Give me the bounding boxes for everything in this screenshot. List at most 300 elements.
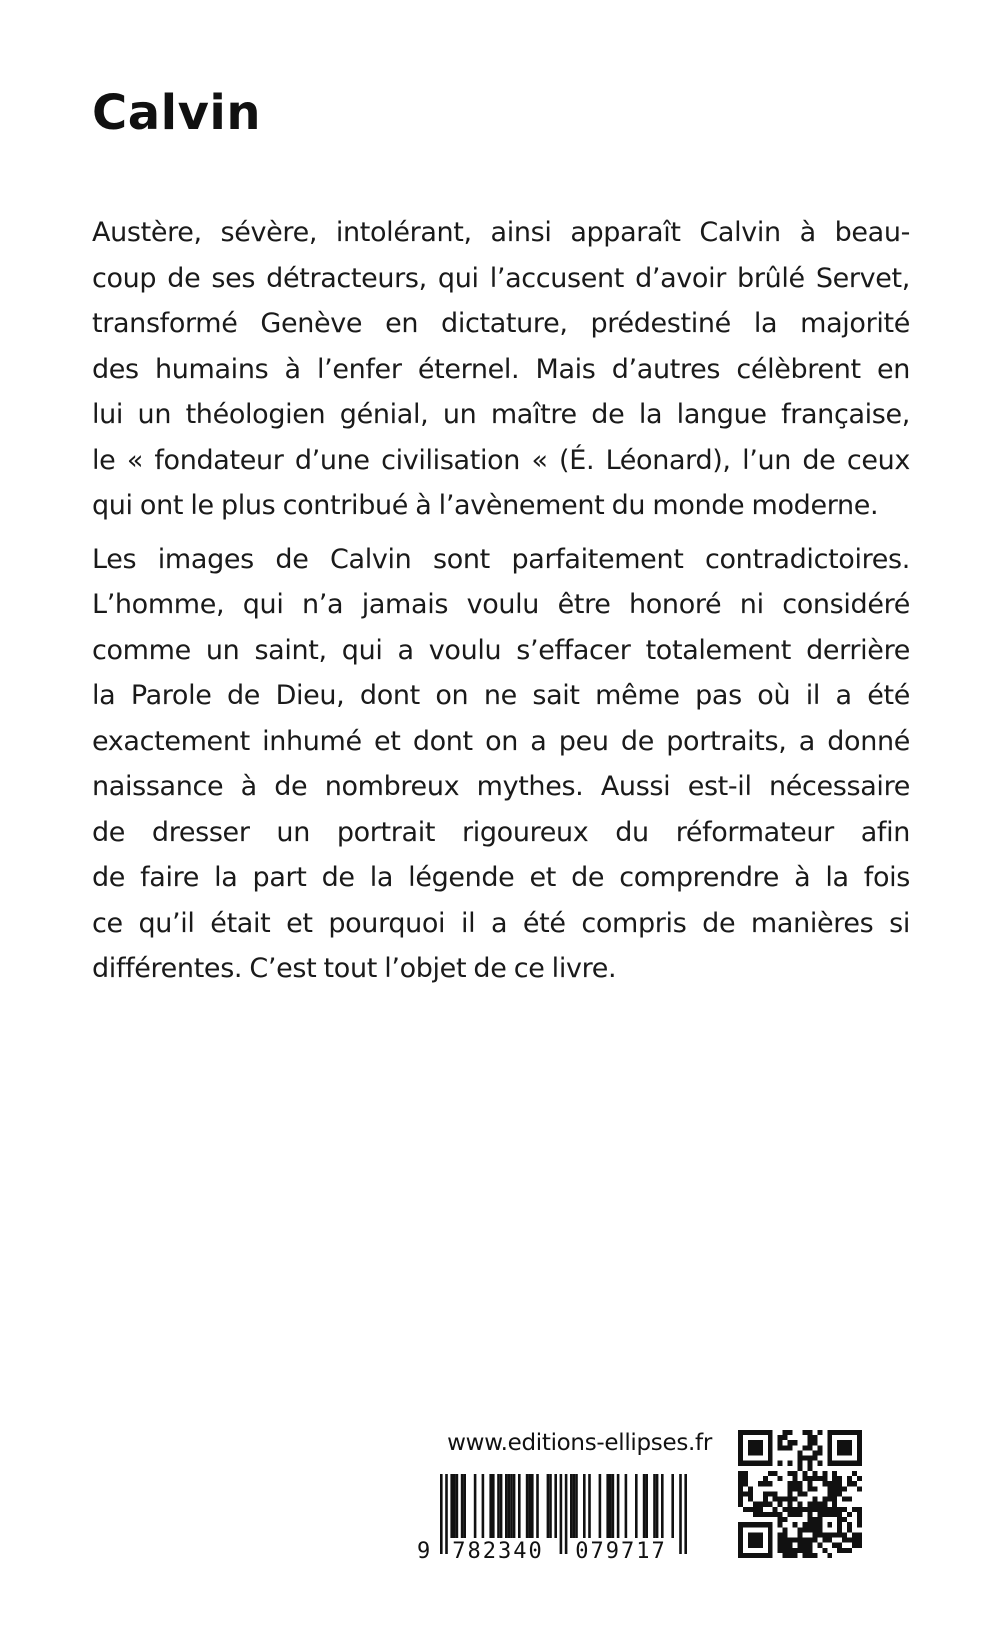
qr-module <box>842 1548 847 1553</box>
qr-module <box>822 1502 827 1507</box>
qr-module <box>748 1507 753 1512</box>
qr-module <box>783 1553 788 1558</box>
qr-module <box>807 1512 812 1517</box>
qr-module <box>768 1522 773 1527</box>
qr-module <box>837 1517 842 1522</box>
qr-module <box>827 1512 832 1517</box>
qr-module <box>788 1440 793 1445</box>
qr-module <box>817 1450 822 1455</box>
qr-module <box>793 1440 798 1445</box>
qr-module <box>817 1527 822 1532</box>
qr-module <box>798 1456 803 1461</box>
qr-module <box>857 1435 862 1440</box>
qr-module <box>763 1522 768 1527</box>
qr-module <box>748 1543 753 1548</box>
qr-module <box>748 1486 753 1491</box>
qr-module <box>832 1502 837 1507</box>
qr-module <box>773 1491 778 1496</box>
qr-module <box>753 1507 758 1512</box>
qr-module <box>807 1435 812 1440</box>
qr-module <box>778 1445 783 1450</box>
qr-module <box>753 1430 758 1435</box>
qr-module <box>807 1445 812 1450</box>
qr-module <box>738 1471 743 1476</box>
qr-module <box>812 1440 817 1445</box>
qr-module <box>817 1522 822 1527</box>
qr-module <box>738 1543 743 1548</box>
book-title: Calvin <box>92 85 261 141</box>
qr-module <box>807 1430 812 1435</box>
qr-module <box>837 1527 842 1532</box>
qr-module <box>763 1502 768 1507</box>
qr-module <box>847 1497 852 1502</box>
qr-module <box>847 1476 852 1481</box>
qr-module <box>807 1527 812 1532</box>
qr-module <box>783 1538 788 1543</box>
qr-module <box>788 1497 793 1502</box>
qr-module <box>763 1512 768 1517</box>
qr-module <box>768 1543 773 1548</box>
qr-module <box>773 1507 778 1512</box>
isbn-barcode <box>418 1474 712 1560</box>
qr-module <box>778 1517 783 1522</box>
qr-module <box>832 1486 837 1491</box>
barcode-bar <box>508 1474 511 1538</box>
qr-module <box>837 1481 842 1486</box>
qr-code-modules <box>738 1430 862 1558</box>
qr-module <box>798 1532 803 1537</box>
qr-module <box>768 1527 773 1532</box>
qr-module <box>783 1527 788 1532</box>
qr-module <box>768 1481 773 1486</box>
qr-module <box>842 1517 847 1522</box>
qr-module <box>857 1430 862 1435</box>
qr-module <box>753 1532 758 1537</box>
qr-module <box>778 1461 783 1466</box>
qr-module <box>763 1430 768 1435</box>
qr-module <box>793 1538 798 1543</box>
qr-module <box>812 1527 817 1532</box>
barcode-bar <box>612 1474 615 1538</box>
qr-module <box>768 1461 773 1466</box>
qr-module <box>802 1553 807 1558</box>
qr-module <box>738 1450 743 1455</box>
qr-module <box>807 1502 812 1507</box>
qr-module <box>738 1522 743 1527</box>
qr-module <box>758 1445 763 1450</box>
qr-module <box>788 1502 793 1507</box>
barcode-bar <box>645 1474 648 1538</box>
qr-module <box>753 1543 758 1548</box>
barcode-bar <box>661 1474 664 1538</box>
barcode-bar <box>531 1474 534 1538</box>
qr-module <box>768 1553 773 1558</box>
qr-module <box>847 1522 852 1527</box>
qr-module <box>802 1471 807 1476</box>
qr-module <box>827 1491 832 1496</box>
qr-module <box>763 1481 768 1486</box>
qr-module <box>748 1522 753 1527</box>
qr-module <box>827 1497 832 1502</box>
qr-module <box>738 1553 743 1558</box>
qr-module <box>783 1548 788 1553</box>
barcode-bar <box>583 1474 586 1538</box>
qr-module <box>783 1435 788 1440</box>
qr-module <box>857 1522 862 1527</box>
qr-module <box>802 1445 807 1450</box>
qr-module <box>807 1543 812 1548</box>
qr-module <box>827 1553 832 1558</box>
barcode-bar <box>570 1474 573 1538</box>
qr-module <box>738 1445 743 1450</box>
qr-module <box>802 1548 807 1553</box>
qr-module <box>817 1430 822 1435</box>
qr-module <box>758 1440 763 1445</box>
qr-module <box>768 1430 773 1435</box>
qr-module <box>768 1445 773 1450</box>
qr-module <box>768 1471 773 1476</box>
qr-module <box>788 1548 793 1553</box>
barcode-first-digit: 9 <box>418 1539 431 1560</box>
qr-module <box>807 1486 812 1491</box>
qr-module <box>753 1512 758 1517</box>
barcode-bar <box>528 1474 531 1538</box>
qr-module <box>822 1476 827 1481</box>
qr-module <box>837 1512 842 1517</box>
qr-module <box>807 1517 812 1522</box>
qr-module <box>837 1430 842 1435</box>
qr-code-graphic <box>738 1430 862 1558</box>
qr-module <box>807 1522 812 1527</box>
qr-module <box>793 1522 798 1527</box>
qr-module <box>753 1461 758 1466</box>
qr-module <box>778 1502 783 1507</box>
qr-module <box>837 1486 842 1491</box>
qr-module <box>788 1507 793 1512</box>
qr-module <box>778 1512 783 1517</box>
qr-module <box>748 1497 753 1502</box>
barcode-bar <box>575 1474 578 1538</box>
qr-module <box>837 1461 842 1466</box>
barcode-bar <box>536 1474 539 1538</box>
barcode-bar <box>617 1474 620 1538</box>
qr-module <box>832 1471 837 1476</box>
publisher-website[interactable]: www.editions-ellipses.fr <box>447 1430 712 1456</box>
qr-module <box>743 1430 748 1435</box>
qr-module <box>832 1543 837 1548</box>
qr-module <box>802 1476 807 1481</box>
blurb-line: le « fondateur d’une civilisation « (É. Léonard), l’un de ceux <box>92 444 910 476</box>
qr-module <box>743 1553 748 1558</box>
qr-module <box>812 1497 817 1502</box>
qr-module <box>817 1543 822 1548</box>
qr-module <box>738 1476 743 1481</box>
qr-module <box>738 1527 743 1532</box>
qr-module <box>738 1440 743 1445</box>
blurb-line: des humains à l’enfer éternel. Mais d’autres célèbrent en <box>92 353 910 385</box>
qr-module <box>827 1456 832 1461</box>
qr-module <box>758 1461 763 1466</box>
qr-module <box>753 1440 758 1445</box>
qr-module <box>778 1522 783 1527</box>
barcode-bar <box>500 1474 503 1538</box>
qr-module <box>798 1502 803 1507</box>
qr-module <box>802 1507 807 1512</box>
qr-module <box>847 1512 852 1517</box>
qr-module <box>827 1507 832 1512</box>
barcode-bar <box>456 1474 459 1538</box>
barcode-bar <box>588 1474 591 1538</box>
qr-module <box>783 1543 788 1548</box>
qr-module <box>773 1471 778 1476</box>
barcode-bar <box>453 1474 456 1538</box>
qr-module <box>852 1543 857 1548</box>
blurb-line: Les images de Calvin sont parfaitement contradictoires. <box>92 543 910 575</box>
qr-module <box>798 1481 803 1486</box>
qr-module <box>743 1491 748 1496</box>
book-blurb <box>92 210 910 1000</box>
barcode-bar <box>497 1474 500 1538</box>
qr-module <box>783 1517 788 1522</box>
qr-module <box>827 1450 832 1455</box>
qr-module <box>842 1430 847 1435</box>
barcode-bar <box>635 1474 638 1538</box>
qr-module <box>802 1538 807 1543</box>
qr-module <box>827 1481 832 1486</box>
barcode-bar <box>643 1474 646 1538</box>
qr-module <box>807 1440 812 1445</box>
qr-module <box>738 1435 743 1440</box>
qr-module <box>738 1456 743 1461</box>
qr-module <box>857 1440 862 1445</box>
qr-module <box>812 1553 817 1558</box>
qr-module <box>753 1450 758 1455</box>
barcode-bar <box>461 1474 464 1538</box>
qr-module <box>822 1532 827 1537</box>
barcode-bar <box>518 1474 521 1538</box>
qr-module <box>812 1450 817 1455</box>
qr-module <box>763 1497 768 1502</box>
qr-module <box>842 1486 847 1491</box>
qr-module <box>753 1553 758 1558</box>
qr-module <box>817 1445 822 1450</box>
qr-module <box>847 1445 852 1450</box>
qr-module <box>778 1476 783 1481</box>
qr-module <box>778 1532 783 1537</box>
qr-module <box>837 1450 842 1455</box>
qr-module <box>807 1538 812 1543</box>
barcode-bar <box>474 1474 477 1538</box>
qr-module <box>812 1502 817 1507</box>
qr-module <box>743 1507 748 1512</box>
qr-module <box>748 1491 753 1496</box>
blurb-paragraph-1 <box>92 210 910 529</box>
qr-module <box>798 1491 803 1496</box>
barcode-bar <box>510 1474 513 1538</box>
qr-module <box>812 1456 817 1461</box>
qr-module <box>788 1512 793 1517</box>
qr-module <box>748 1430 753 1435</box>
qr-module <box>807 1548 812 1553</box>
qr-module <box>812 1538 817 1543</box>
barcode-bar <box>625 1474 628 1538</box>
qr-module <box>793 1476 798 1481</box>
qr-module <box>807 1553 812 1558</box>
qr-module <box>847 1440 852 1445</box>
blurb-line: exactement inhumé et dont on a peu de portraits, a donné <box>92 725 910 757</box>
blurb-line: naissance à de nombreux mythes. Aussi est-il nécessaire <box>92 771 910 802</box>
qr-module <box>852 1461 857 1466</box>
qr-module <box>758 1522 763 1527</box>
qr-module <box>827 1532 832 1537</box>
blurb-line: de dresser un portrait rigoureux du réformateur afin <box>92 816 910 848</box>
qr-module <box>753 1445 758 1450</box>
qr-module <box>852 1507 857 1512</box>
qr-module <box>738 1430 743 1435</box>
blurb-line: la Parole de Dieu, dont on ne sait même pas où il a été <box>92 680 910 711</box>
barcode-bar <box>505 1474 508 1538</box>
blurb-line: lui un théologien génial, un maître de la langue française, <box>92 399 910 430</box>
qr-module <box>827 1435 832 1440</box>
qr-module <box>788 1461 793 1466</box>
qr-module <box>802 1527 807 1532</box>
qr-module <box>758 1538 763 1543</box>
blurb-line: L’homme, qui n’a jamais voulu être honoré ni considéré <box>92 589 910 620</box>
qr-module <box>738 1532 743 1537</box>
barcode-bar <box>573 1474 576 1538</box>
qr-module <box>793 1471 798 1476</box>
qr-module <box>748 1538 753 1543</box>
qr-module <box>827 1440 832 1445</box>
barcode-bar <box>489 1474 492 1538</box>
qr-module <box>763 1461 768 1466</box>
qr-module <box>798 1538 803 1543</box>
qr-module <box>758 1502 763 1507</box>
qr-module <box>822 1497 827 1502</box>
qr-module <box>817 1502 822 1507</box>
qr-module <box>847 1527 852 1532</box>
qr-module <box>758 1553 763 1558</box>
qr-module <box>793 1553 798 1558</box>
qr-module <box>783 1445 788 1450</box>
barcode-bar <box>440 1474 443 1554</box>
qr-module <box>817 1461 822 1466</box>
qr-module <box>758 1481 763 1486</box>
qr-module <box>837 1507 842 1512</box>
qr-module <box>827 1430 832 1435</box>
qr-module <box>837 1445 842 1450</box>
qr-module <box>822 1507 827 1512</box>
qr-module <box>738 1548 743 1553</box>
qr-module <box>788 1538 793 1543</box>
qr-module <box>753 1502 758 1507</box>
qr-module <box>768 1512 773 1517</box>
qr-module <box>778 1538 783 1543</box>
barcode-bar <box>445 1474 448 1554</box>
qr-module <box>857 1461 862 1466</box>
qr-module <box>738 1497 743 1502</box>
qr-module <box>798 1507 803 1512</box>
barcode-bar <box>565 1474 568 1554</box>
qr-module <box>768 1502 773 1507</box>
blurb-line: qui ont le plus contribué à l’avènement du monde moderne. <box>92 490 879 521</box>
qr-module <box>793 1497 798 1502</box>
barcode-bar <box>671 1474 674 1538</box>
qr-module <box>788 1553 793 1558</box>
qr-module <box>798 1543 803 1548</box>
blurb-line: ce qu’il était et pourquoi il a été compris de manières si <box>92 907 910 939</box>
qr-module <box>783 1532 788 1537</box>
qr-module <box>793 1512 798 1517</box>
qr-module <box>763 1553 768 1558</box>
qr-module <box>748 1450 753 1455</box>
qr-module <box>847 1430 852 1435</box>
qr-module <box>812 1507 817 1512</box>
qr-module <box>837 1476 842 1481</box>
qr-module <box>842 1538 847 1543</box>
qr-module <box>783 1497 788 1502</box>
qr-module <box>832 1476 837 1481</box>
qr-module <box>768 1456 773 1461</box>
qr-module <box>748 1461 753 1466</box>
qr-module <box>778 1548 783 1553</box>
qr-module <box>802 1456 807 1461</box>
qr-module <box>827 1486 832 1491</box>
barcode-bar <box>526 1474 529 1538</box>
barcode-bar <box>554 1474 557 1538</box>
qr-module <box>768 1548 773 1553</box>
qr-module <box>768 1440 773 1445</box>
barcode-right-digits: 079717 <box>575 1539 667 1560</box>
barcode-bar <box>679 1474 682 1554</box>
barcode-bar <box>463 1474 466 1538</box>
qr-module <box>812 1471 817 1476</box>
barcode-graphic <box>418 1474 712 1560</box>
barcode-bar <box>513 1474 516 1538</box>
qr-module <box>847 1548 852 1553</box>
qr-module <box>783 1430 788 1435</box>
qr-module <box>778 1435 783 1440</box>
qr-module <box>837 1440 842 1445</box>
qr-module <box>852 1481 857 1486</box>
qr-module <box>847 1538 852 1543</box>
qr-module <box>758 1450 763 1455</box>
blurb-line: de faire la part de la légende et de comprendre à la fois <box>92 862 910 893</box>
qr-module <box>852 1538 857 1543</box>
qr-code[interactable] <box>738 1430 862 1558</box>
qr-module <box>793 1486 798 1491</box>
qr-module <box>802 1430 807 1435</box>
barcode-bar <box>606 1474 609 1538</box>
qr-module <box>827 1445 832 1450</box>
qr-module <box>778 1440 783 1445</box>
qr-module <box>798 1450 803 1455</box>
qr-module <box>773 1497 778 1502</box>
qr-module <box>847 1461 852 1466</box>
qr-module <box>822 1548 827 1553</box>
qr-module <box>822 1481 827 1486</box>
qr-module <box>852 1532 857 1537</box>
qr-module <box>738 1538 743 1543</box>
qr-module <box>857 1476 862 1481</box>
qr-module <box>743 1476 748 1481</box>
qr-module <box>832 1430 837 1435</box>
qr-module <box>788 1471 793 1476</box>
qr-module <box>817 1476 822 1481</box>
blurb-line: transformé Genève en dictature, prédestiné la majorité <box>92 308 910 339</box>
blurb-line: comme un saint, qui a voulu s’effacer totalement derrière <box>92 634 910 666</box>
qr-module <box>822 1471 827 1476</box>
